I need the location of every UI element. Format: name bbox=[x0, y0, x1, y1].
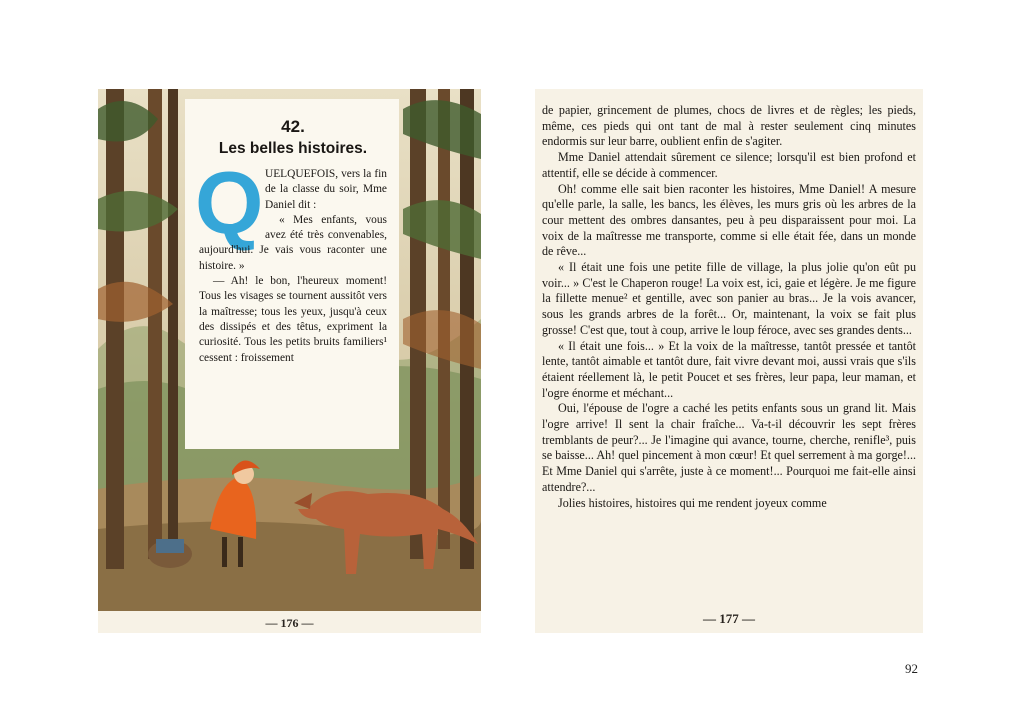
paragraph: Oui, l'épouse de l'ogre a caché les petits enfants sous un grand lit. Mais l'ogre arrive! Il sent la chair fraîche... Va-t-il découvrir les sept frères tremblants de peur?... Je l'imagine qui avance, tourne, cherche, renifle³, puis se baisse... Ah! quel pincement à mon cœur! Et quel serrement à ma gorge!... Et Mme Daniel qui s'arrête, juste à ce moment!... Pourquoi me fait-elle ainsi attendre?... bbox=[542, 401, 916, 494]
paragraph: « Il était une fois... » Et la voix de la maîtresse, tantôt pressée et tantôt lente, tantôt aimable et tantôt dure, fait vivre devant moi, aussi vrais que s'ils étaient réellement là, le petit Poucet et ses frères, leur papa, leur maman, et l'ogre énorme et méchant... bbox=[542, 338, 916, 400]
chapter-number: 42. bbox=[281, 117, 305, 136]
paragraph: Mme Daniel attendait sûrement ce silence; lorsqu'il est bien profond et attentif, elle se décide à commencer. bbox=[542, 150, 916, 180]
page-number-right: — 177 — bbox=[703, 611, 755, 626]
chapter-title: Les belles histoires. bbox=[218, 140, 368, 157]
drop-cap-letter: Q bbox=[195, 153, 264, 252]
paragraph: de papier, grincement de plumes, chocs de livres et de règles; les pieds, même, ces pieds qui ont tant de mal à rester seulement cinq minutes endormis sur leur barre, oublient enfin de s'agiter. bbox=[542, 103, 916, 149]
left-book-page bbox=[98, 89, 481, 633]
paragraph: « Mes enfants, vous avez été très convenables, aujourd'hui. Je vais vous raconter une histoire. » bbox=[199, 213, 387, 272]
paragraph: Oh! comme elle sait bien raconter les histoires, Mme Daniel! A mesure qu'elle parle, la salle, les bancs, les élèves, les murs gris où les arbres de la cour mettent des ombres dansantes, peu à peu disparaissent pour moi. La voix de la maîtresse me transporte, comme si elle était fée, dans un monde de rêve... bbox=[542, 181, 916, 259]
paragraph: « Il était une fois une petite fille de village, la plus jolie qu'on eût pu voir... » C'est le Chaperon rouge! La voix est, ici, gaie et légère. Je me figure la fillette menue² et gentille, avec son panier au bras... Je la vois avancer, sous les grands arbres de la forêt... Or, maintenant, la voix se fait plus grosse! C'est que, tout à coup, arrive le loup féroce, avec ses grandes dents... bbox=[542, 260, 916, 337]
chapter-text-box bbox=[185, 99, 399, 449]
page-number-left: — 176 — bbox=[265, 616, 314, 630]
left-page-text bbox=[195, 153, 387, 366]
paragraph: — Ah! le bon, l'heureux moment! Tous les visages se tournent aussitôt vers la maîtresse; tous les yeux, jusqu'à ceux des dissipés et des têtus, expriment la curiosité. Tous les petits bruits familiers¹ cessent : froissement bbox=[199, 275, 387, 364]
right-page-text bbox=[542, 103, 916, 511]
paragraph: Jolies histoires, histoires qui me rendent joyeux comme bbox=[558, 495, 827, 510]
paragraph: UELQUEFOIS, vers la fin de la classe du soir, Mme Daniel dit : bbox=[265, 168, 387, 211]
document-page-number: 92 bbox=[905, 661, 918, 676]
right-book-page bbox=[535, 89, 923, 633]
